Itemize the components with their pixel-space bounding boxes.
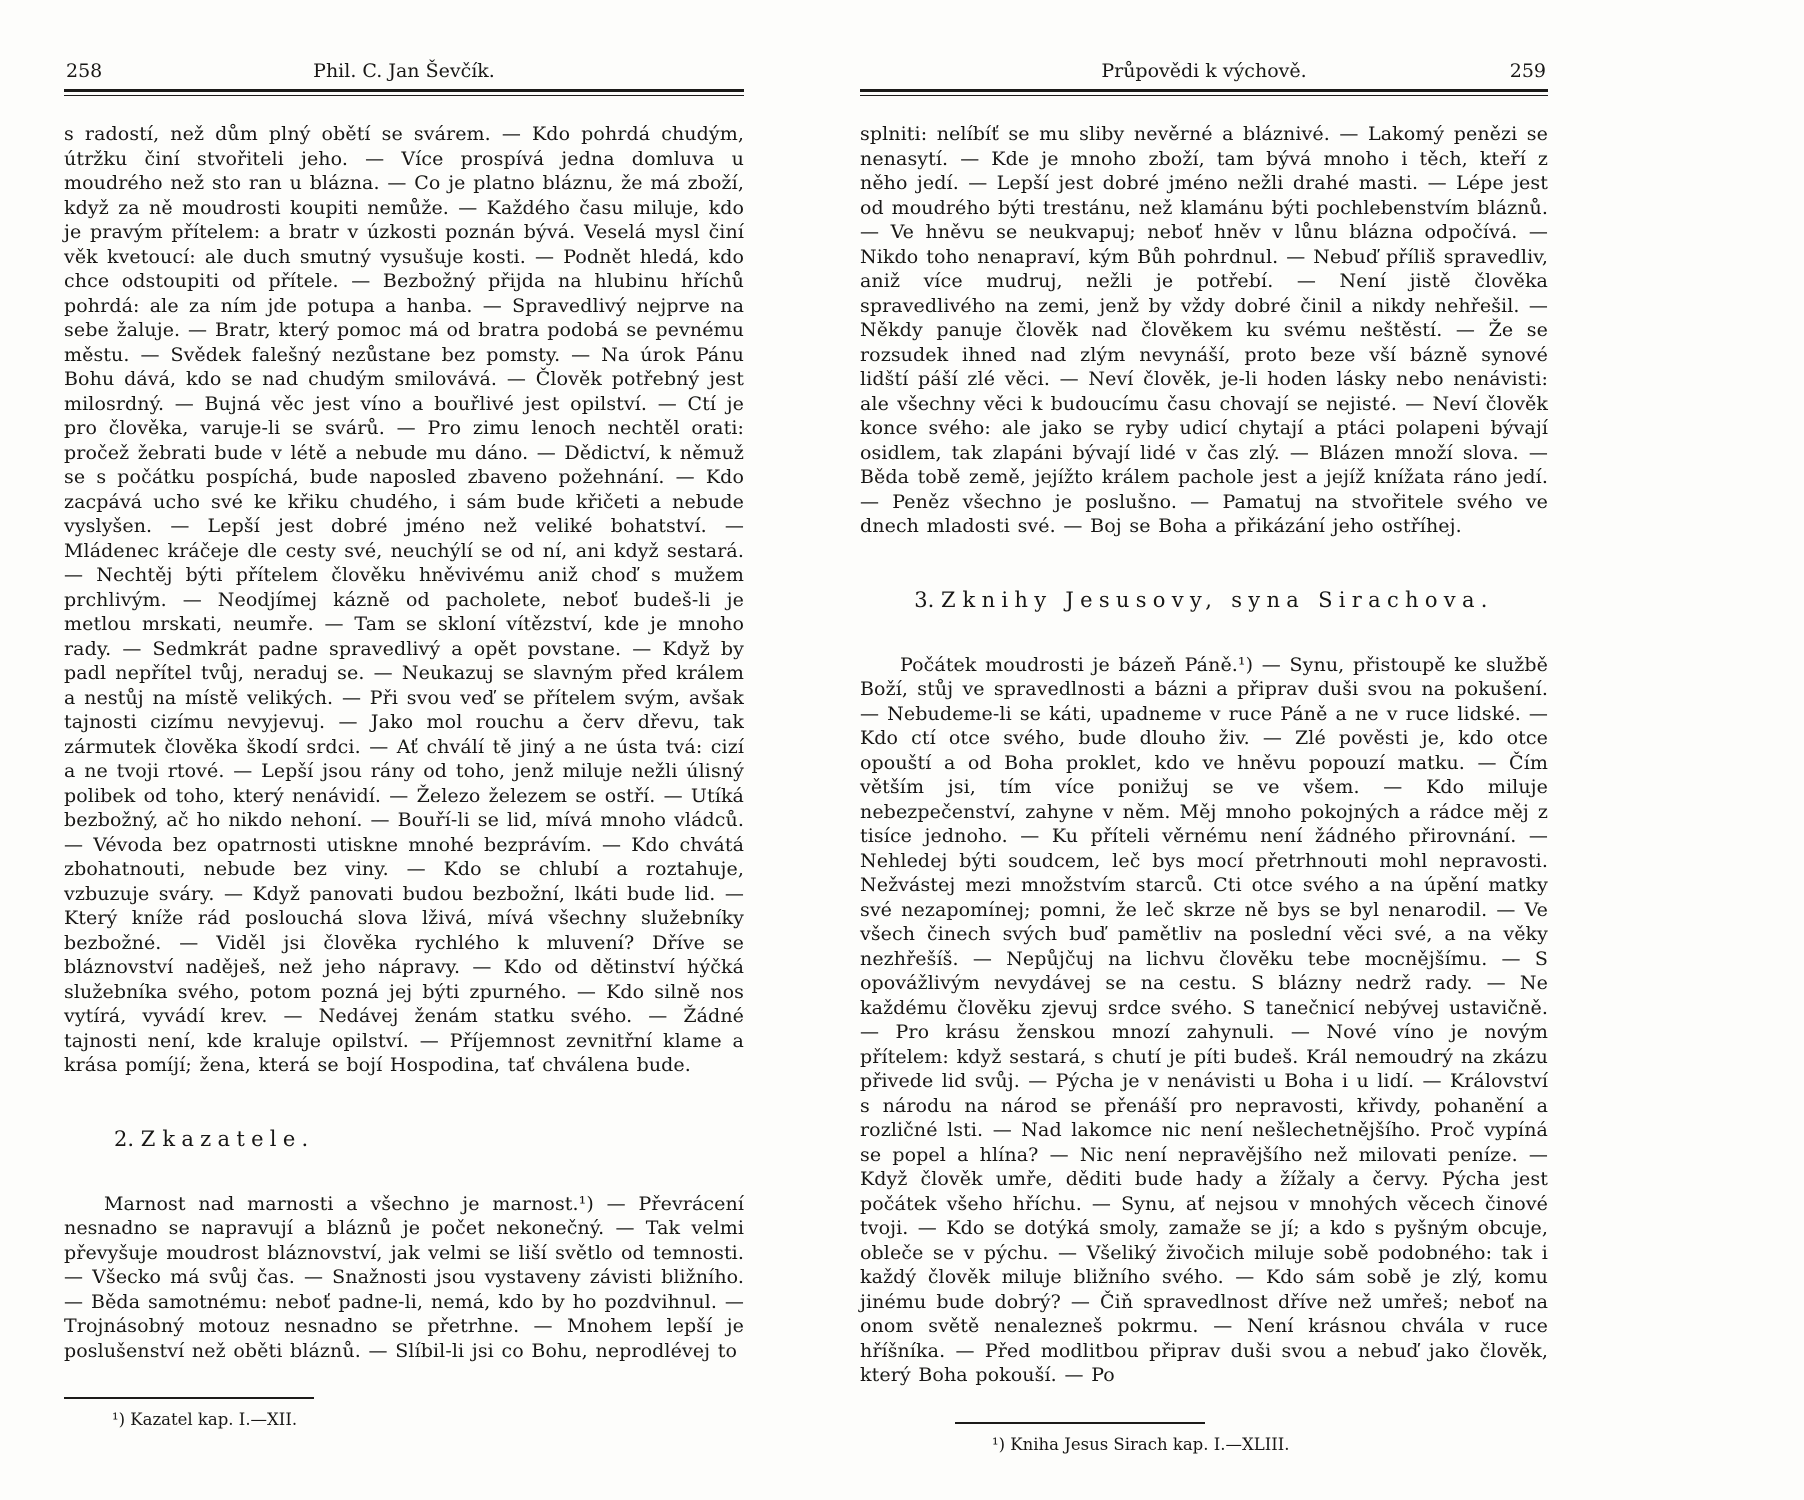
right-body-paragraph: splniti: nelíbíť se mu sliby nevěrné a bláznivé. — Lakomý penězi se nenasytí. — Kde je mnoho zboží, tam bývá mnoho i těch, kteří z něho jedí. — Lepší jest dobré jméno nežli drahé masti. — Lépe jest od moudrého býti trestánu, než klamánu býti pochlebenstvím bláznů. — Ve hněvu se neukvapuj; neboť hněv v lůnu blázna odpočívá. — Nikdo toho nenapraví, kým Bůh pohrdnul. — Nebuď příliš spravedliv, aniž více mudruj, nežli je potřebí. — Není jistě člověka spravedlivého na zemi, jenž by vždy dobré činil a nikdy nehřešil. — Někdy panuje člověk nad člověkem ku svému neštěstí. — Že se rozsudek ihned nad zlým nevynáší, proto beze vší bázně synové lidští páší zlé věci. — Neví člověk, je-li hoden lásky nebo nenávisti: ale všechny věci k budoucímu času chovají se nejisté. — Neví člověk konce svého: ale jako se ryby udicí chytají a ptáci polapeni bývají osidlem, tak zlapáni bývají lidé v čas zlý. — Blázen množí slova. — Běda tobě země, jejížto králem pachole jest a jejíž knížata ráno jedí. — Peněz všechno je poslušno. — Pamatuj na stvořitele svého ve dnech mladosti své. — Boj se Boha a přikázání jeho ostříhej. (860, 123, 1548, 537)
left-section-title: kazatele. (162, 1126, 315, 1151)
right-footnote-rule (955, 1422, 1205, 1424)
left-header-rule (64, 89, 744, 96)
left-section-heading (64, 1126, 744, 1152)
right-page-number: 259 (1509, 60, 1546, 82)
right-page (860, 58, 1548, 1455)
right-footnote (860, 1422, 1548, 1455)
right-header-rule (860, 89, 1548, 96)
right-section-paragraph: Počátek moudrosti je bázeň Páně.¹) — Synu, přistoupě ke službě Boží, stůj ve spravedlnosti a bázni a připrav duši svou na pokušení. — Nebudeme-li se káti, upadneme v ruce Páně a ne v ruce lidské. — Kdo ctí otce svého, bude dlouho živ. — Zlé pověsti je, kdo otce opouští a od Boha proklet, kdo ve hněvu popouzí matku. — Čím větším jsi, tím více ponižuj se ve všem. — Kdo miluje nebezpečenství, zahyne v něm. Měj mnoho pokojných a rádce měj z tisíce jednoho. — Ku příteli věrnému není žádného přirovnání. — Nehledej býti soudcem, leč bys mocí přetrhnouti mohl nepravosti. Nežvástej mezi množstvím starců. Cti otce svého a na úpění matky své nezapomínej; pomni, že leč skrze ně bys se byl nenarodil. — Ve všech činech svých buď pamětliv na poslední věci své, a na věky nezhřešíš. — Nepůjčuj na lichvu člověku tebe mocnějšímu. — S opovážlivým nevydávej se na cestu. S blázny nedrž rady. — Ne každému člověku zjevuj srdce svého. S tanečnicí nebývej ustavičně. — Pro krásu ženskou mnozí zahynuli. — Nové víno je novým přítelem: když sestará, s chutí je píti budeš. Král nemoudrý na zkázu přivede lid svůj. — Pýcha je v nenávisti u Boha i u lidí. — Království s národu na národ se přenáší pro nepravosti, křivdy, pohanění a rozličné lsti. — Nad lakomce nic není nešlechetnějšího. Proč vypíná se popel a hlína? — Nic není nepravějšího než milovati peníze. — Když člověk umře, děditi bude hady a žížaly a červy. Pýcha jest počátek všeho hříchu. — Synu, ať nejsou v mnohých věcech činové tvoji. — Kdo se dotýká smoly, zamaže se jí; a kdo s pyšným obcuje, obleče se v pýchu. — Všeliký živočich miluje sobě podobného: tak i každý člověk miluje bližního svého. — Kdo sám sobě je zlý, komu jinému bude dobrý? — Čiň spravedlnost dříve než umřeš; neboť na onom světě nenalezneš pokrmu. — Není krásnou chvála v ruce hříšníka. — Před modlitbou připrav duši svou a nebuď jako člověk, který Boha pokouší. — Po (860, 653, 1548, 1386)
left-footnote-rule (64, 1397, 314, 1399)
right-section-title: knihy Jesusovy, syna Sirachova. (962, 587, 1494, 612)
right-running-title: Průpovědi k výchově. (1101, 60, 1307, 82)
right-page-header (860, 58, 1548, 84)
left-section-paragraph: Marnost nad marnosti a všechno je marnost.¹) — Převrácení nesnadno se napravují a bláznů je počet nekonečný. — Tak velmi převyšuje moudrost bláznovství, jak velmi se liší světlo od temnosti. — Všecko má svůj čas. — Snažnosti jsou vystaveny závisti bližního. — Běda samotnému: neboť padne-li, nemá, kdo by ho pozdvihnul. — Trojnásobný motouz nesnadno se přetrhne. — Mnohem lepší je poslušenství než oběti bláznů. — Slíbil-li jsi co Bohu, neprodlévej to (64, 1192, 744, 1362)
right-section-number: 3. Z (914, 587, 956, 612)
right-footnote-text: ¹) Kniha Jesus Sirach kap. I.—XLIII. (992, 1434, 1290, 1454)
right-section-heading (860, 587, 1548, 613)
left-page (64, 58, 744, 1430)
left-page-header (64, 58, 744, 84)
left-body-paragraph: s radostí, než dům plný obětí se svárem. — Kdo pohrdá chudým, útržku činí stvořiteli jeho. — Více prospívá jedna domluva u moudrého než sto ran u blázna. — Co je platno bláznu, že má zboží, když za ně moudrosti koupiti nemůže. — Každého času miluje, kdo je pravým přítelem: a bratr v úzkosti poznán bývá. Veselá mysl činí věk kvetoucí: ale duch smutný vysušuje kosti. — Podnět hledá, kdo chce odstoupiti od přítele. — Bezbožný přijda na hlubinu hříchů pohrdá: ale za ním jde potupa a hanba. — Spravedlivý nejprve na sebe žaluje. — Bratr, který pomoc má od bratra podobá se pevnému městu. — Svědek falešný nezůstane bez pomsty. — Na úrok Pánu Bohu dává, kdo se nad chudým smilovává. — Člověk potřebný jest milosrdný. — Bujná věc jest víno a bouřlivé jest opilství. — Ctí je pro člověka, varuje-li se svárů. — Pro zimu lenoch nechtěl orati: pročež žebrati bude v létě a nebude mu dáno. — Dědictví, k němuž se s počátku pospíchá, bude naposled zbaveno požehnání. — Kdo zacpává ucho své ke křiku chudého, i sám bude křičeti a nebude vyslyšen. — Lepší jest dobré jméno než veliké bohatství. — Mládenec kráčeje dle cesty své, neuchýlí se od ní, ani když sestará. — Nechtěj býti přítelem člověku hněvivému aniž choď s mužem prchlivým. — Neodjímej kázně od pacholete, neboť budeš-li je metlou mrskati, neumře. — Tam se skloní vítězství, kde je mnoho rady. — Sedmkrát padne spravedlivý a opět povstane. — Když by padl nepřítel tvůj, neraduj se. — Neukazuj se slavným před králem a nestůj na místě velikých. — Při svou veď se přítelem svým, avšak tajnosti cizímu nevyjevuj. — Jako mol rouchu a červ dřevu, tak zármutek člověka škodí srdci. — Ať chválí tě jiný a ne ústa tvá: cizí a ne tvoji rtové. — Lepší jsou rány od toho, jenž miluje nežli úlisný polibek od toho, který nenávidí. — Železo železem se ostří. — Utíká bezbožný, ač ho nikdo nehoní. — Bouří-li se lid, mívá mnoho vládců. — Vévoda bez opatrnosti utiskne mnohé bezprávím. — Kdo chvátá zbohatnouti, nebude bez viny. — Kdo se chlubí a roztahuje, vzbuzuje sváry. — Když panovati budou bezbožní, lkáti bude lid. — Který kníže rád poslouchá slova lživá, mívá všechny služebníky bezbožné. — Viděl jsi člověka rychlého k mluvení? Dříve se bláznovství naděješ, než jeho nápravy. — Kdo od dětinství hýčká služebníka svého, potom pozná jej býti zpurného. — Kdo silně nos vytírá, vyvádí krev. — Nedávej ženám statku svého. — Žádné tajnosti není, kde kraluje opilství. — Příjemnost zevnitřní klame a krása pomíjí; žena, která se bojí Hospodina, tať chválena bude. (64, 123, 744, 1076)
left-page-number: 258 (66, 60, 103, 82)
left-footnote-text: ¹) Kazatel kap. I.—XII. (112, 1410, 298, 1429)
left-section-number: 2. Z (114, 1126, 156, 1151)
left-running-title: Phil. C. Jan Ševčík. (313, 60, 495, 82)
left-footnote (64, 1397, 744, 1430)
